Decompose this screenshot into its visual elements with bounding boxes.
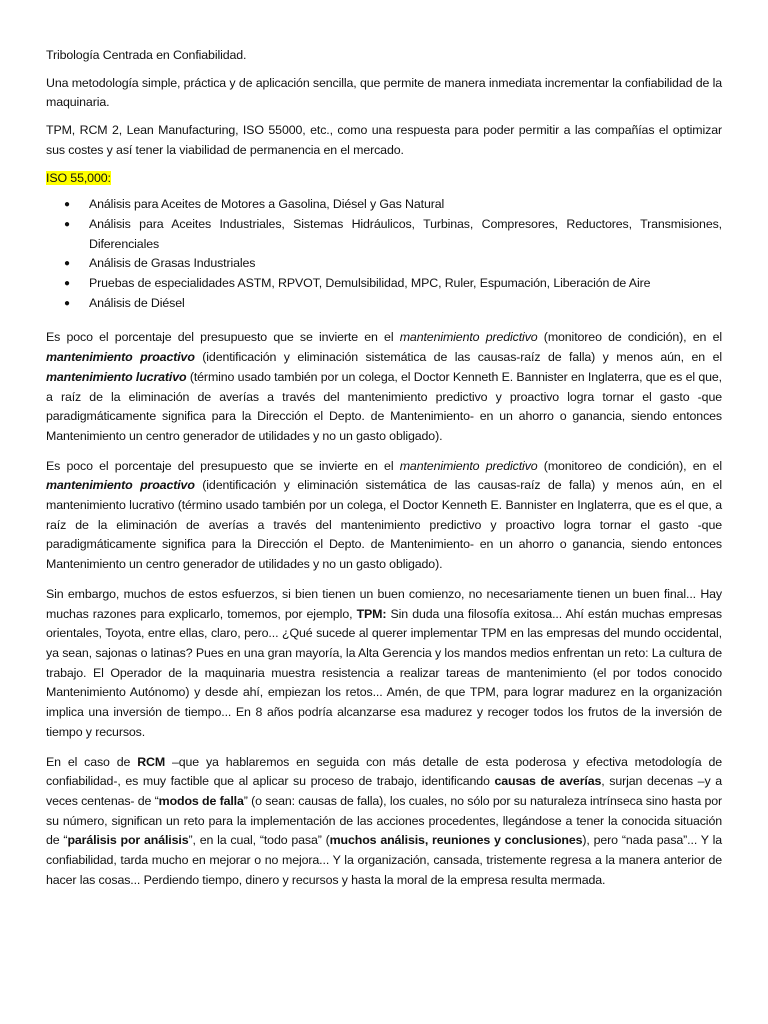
list-item: [46, 274, 722, 294]
intro-paragraph-1: Una metodología simple, práctica y de aplicación sencilla, que permite de manera inmediata incrementar la confiabilidad de la maquinaria.: [46, 75, 722, 110]
budget-paragraph-2: [46, 457, 722, 575]
list-item-text: Análisis de Grasas Industriales: [89, 256, 256, 271]
document-title: Tribología Centrada en Confiabilidad.: [46, 48, 247, 62]
bullet-icon: ●: [64, 258, 70, 270]
emphasis-lucrative: mantenimiento lucrativo: [46, 369, 187, 384]
text-run: –que ya hablaremos en seguida con más detalle de esta poderosa y efectiva metodología de confiabilidad-, es muy factible que al aplicar su proceso de trabajo, identificando: [46, 754, 722, 789]
bold-rcm: RCM: [137, 754, 166, 769]
rcm-paragraph: [46, 753, 722, 891]
bullet-icon: ●: [64, 278, 70, 290]
text-run: ), pero “nada pasa”... Y la confiabilidad, tarda mucho en mejorar o no mejora... Y la organización, cansada, tristemente regresa a la manera anterior de hacer las cosas... Perdiendo tiempo, dinero y recursos y hasta la moral de la empresa resulta mermada.: [46, 833, 723, 887]
emphasis-proactive: mantenimiento proactivo: [46, 350, 195, 365]
text-run: Es poco el porcentaje del presupuesto que se invierte en el: [46, 330, 400, 345]
analysis-list: [46, 195, 722, 313]
list-item-text: Análisis para Aceites de Motores a Gasolina, Diésel y Gas Natural: [89, 197, 445, 212]
bullet-icon: ●: [64, 218, 70, 230]
text-run: Es poco el porcentaje del presupuesto que se invierte en el: [46, 458, 400, 473]
text-run: Sin duda una filosofía exitosa... Ahí están muchas empresas orientales, Toyota, entre ellas, claro, pero... ¿Qué sucede al querer implementar TPM en las empresas del mundo occidental, ya sean, sajonas o latinas? Pues en una gran mayoría, la Alta Gerencia y los mandos medios enfrentan un reto: La cultura de trabajo. El Operador de la maquinaria muestra resistencia a realizar tareas de mantenimiento (el por todos conocido Mantenimiento Autónomo) y desde ahí, empiezan los retos... Amén, de que TPM, para lograr madurez en la organización implica una inversión de tiempo... En 8 años podría alcanzarse esa madurez y recoger todos los frutos de la inversión de tiempo y recursos.: [46, 606, 722, 739]
list-item: [46, 195, 722, 215]
text-run: ” (o sean: causas de falla), los cuales, no sólo por su naturaleza intrínseca sino hasta por su número, significan un reto para la implementación de las acciones procedentes, llegándose a tener la conocida situación de “: [46, 793, 722, 848]
budget-paragraph-1: [46, 328, 722, 446]
iso-heading-highlight: ISO 55,000:: [46, 170, 111, 185]
emphasis-predictive: mantenimiento predictivo: [399, 458, 538, 473]
bullet-icon: ●: [64, 199, 70, 211]
text-run: (monitoreo de condición), en el: [537, 458, 722, 473]
text-run: (identificación y eliminación sistemática de las causas-raíz de falla) y menos aún, en el mantenimiento lucrativo (término usado también por un colega, el Doctor Kenneth E. Bannister en Inglaterra, que es el que, a raíz de la eliminación de averías a través del mantenimiento predictivo y proactivo logra tornar el gasto -que paradigmáticamente significa para la Dirección el Depto. de Mantenimiento- en un ahorro o ganancia, siendo entonces Mantenimiento un centro generador de utilidades y no un gasto obligado).: [46, 478, 722, 572]
text-run: Sin embargo, muchos de estos esfuerzos, si bien tienen un buen comienzo, no necesariamente tienen un buen final... Hay muchas razones para explicarlo, tomemos, por ejemplo,: [46, 586, 722, 621]
text-run: , surjan decenas –y a veces centenas- de “: [46, 774, 722, 808]
list-item: [46, 215, 722, 254]
bold-paralysis: parálisis por análisis: [67, 833, 189, 848]
list-item: [46, 254, 722, 274]
tpm-paragraph: [46, 585, 722, 743]
bullet-icon: ●: [64, 297, 70, 309]
intro-paragraph-2: TPM, RCM 2, Lean Manufacturing, ISO 55000, etc., como una respuesta para poder permitir a las compañías el optimizar sus costes y así tener la viabilidad de permanencia en el mercado.: [46, 123, 722, 157]
text-run: (término usado también por un colega, el Doctor Kenneth E. Bannister en Inglaterra, que es el que, a raíz de la eliminación de averías a través del mantenimiento predictivo y proactivo logra tornar el gasto -que paradigmáticamente significa para la Dirección el Depto. de Mantenimiento- en un ahorro o ganancia, siendo entonces Mantenimiento un centro generador de utilidades y no un gasto obligado).: [46, 369, 723, 443]
list-item-text: Pruebas de especialidades ASTM, RPVOT, Demulsibilidad, MPC, Ruler, Espumación, Liberación de Aire: [89, 276, 651, 291]
emphasis-proactive: mantenimiento proactivo: [46, 478, 195, 493]
bold-failure-modes: modos de falla: [158, 793, 244, 808]
text-run: ”, en la cual, “todo pasa” (: [188, 833, 330, 848]
list-item-text: Análisis para Aceites Industriales, Sistemas Hidráulicos, Turbinas, Compresores, Reductores, Transmisiones, Diferenciales: [89, 216, 722, 251]
iso-heading: [46, 169, 722, 189]
emphasis-predictive: mantenimiento predictivo: [399, 330, 538, 345]
list-item: [46, 294, 722, 314]
bold-causes: causas de averías: [494, 774, 602, 789]
bold-tpm: TPM:: [356, 606, 387, 621]
bold-analyses: muchos análisis, reuniones y conclusiones: [329, 833, 583, 848]
list-item-text: Análisis de Diésel: [89, 295, 185, 310]
text-run: (identificación y eliminación sistemática de las causas-raíz de falla) y menos aún, en el: [194, 350, 722, 365]
text-run: (monitoreo de condición), en el: [537, 330, 722, 345]
text-run: En el caso de: [46, 754, 138, 769]
